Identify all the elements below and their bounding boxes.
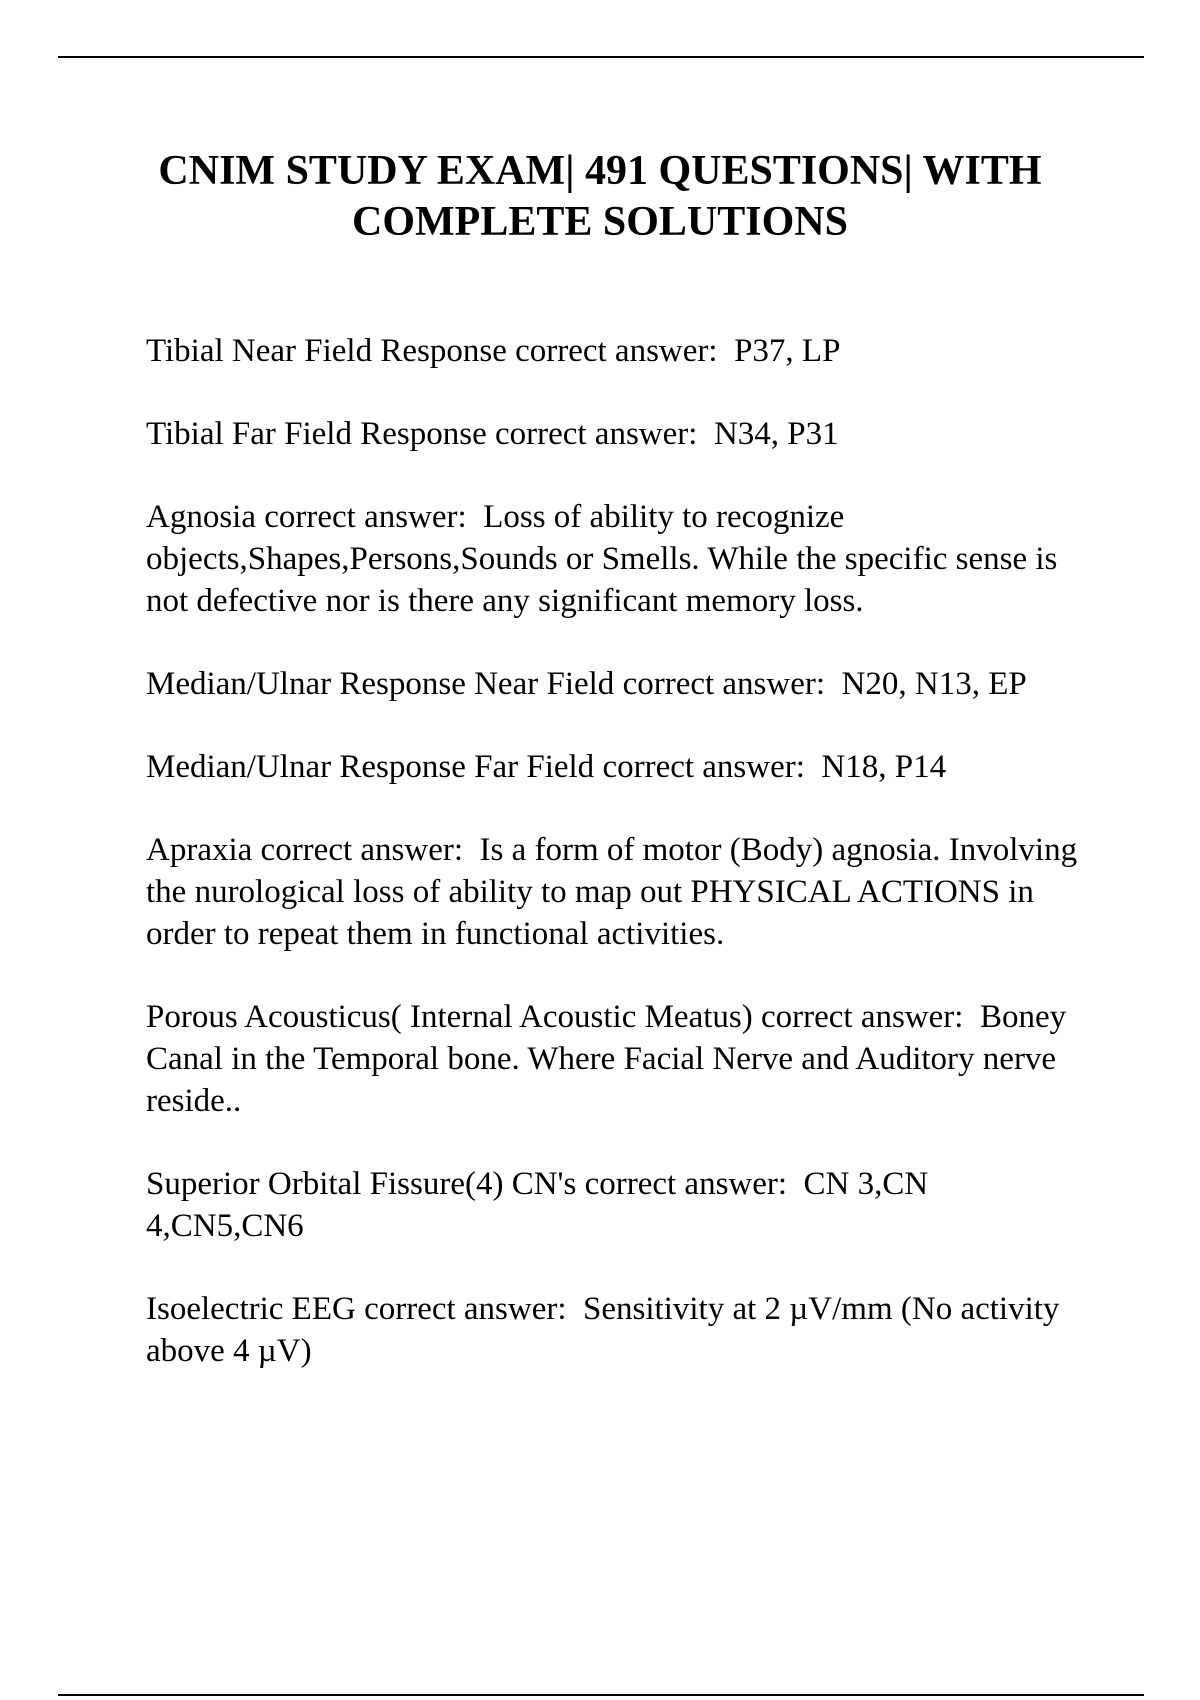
- qa-term: Tibial Far Field Response: [146, 416, 487, 452]
- qa-answer-marker: correct answer:: [602, 749, 805, 785]
- qa-item-isoelectric-eeg: [146, 1288, 1086, 1372]
- qa-answer: P37, LP: [734, 333, 841, 369]
- qa-term: Isoelectric EEG: [146, 1291, 356, 1327]
- document-title: CNIM STUDY EXAM| 491 QUESTIONS| WITH COMPLETE SOLUTIONS: [158, 148, 1042, 245]
- qa-answer-marker: correct answer:: [760, 999, 964, 1035]
- qa-term: Tibial Near Field Response: [146, 333, 507, 369]
- qa-item-apraxia: [146, 829, 1086, 955]
- qa-answer: Is a form of motor (Body) agnosia. Involving the nurological loss of ability to map out PHYSICAL ACTIONS in order to repeat them in functional activities.: [146, 832, 1078, 952]
- qa-answer: N20, N13, EP: [841, 666, 1027, 702]
- qa-answer-marker: correct answer:: [584, 1166, 788, 1202]
- top-rule: [58, 56, 1144, 58]
- qa-term: Porous Acousticus( Internal Acoustic Meatus): [146, 999, 753, 1035]
- qa-answer-marker: correct answer:: [264, 499, 467, 535]
- qa-answer: Boney Canal in the Temporal bone. Where Facial Nerve and Auditory nerve reside..: [146, 999, 1067, 1119]
- qa-answer-marker: correct answer:: [515, 333, 718, 369]
- qa-answer: N18, P14: [821, 749, 947, 785]
- qa-answer: Sensitivity at 2 µV/mm (No activity above 4 µV): [146, 1291, 1060, 1369]
- qa-answer: N34, P31: [713, 416, 839, 452]
- qa-item-median-ulnar-near-field: [146, 663, 1086, 705]
- qa-term: Agnosia: [146, 499, 256, 535]
- qa-term: Median/Ulnar Response Far Field: [146, 749, 595, 785]
- qa-answer-marker: correct answer:: [260, 832, 464, 868]
- qa-item-tibial-near-field: [146, 330, 1086, 372]
- qa-term: Apraxia: [146, 832, 253, 868]
- qa-item-agnosia: [146, 496, 1086, 622]
- qa-term: Superior Orbital Fissure(4) CN's: [146, 1166, 577, 1202]
- qa-answer-marker: correct answer:: [622, 666, 826, 702]
- bottom-rule: [58, 1694, 1144, 1696]
- qa-answer: CN 3,CN 4,CN5,CN6: [146, 1166, 929, 1244]
- qa-term: Median/Ulnar Response Near Field: [146, 666, 615, 702]
- qa-item-tibial-far-field: [146, 413, 1086, 455]
- qa-item-superior-orbital-fissure: [146, 1163, 1086, 1247]
- qa-list: [146, 330, 1086, 1413]
- qa-item-median-ulnar-far-field: [146, 746, 1086, 788]
- qa-answer-marker: correct answer:: [494, 416, 698, 452]
- qa-answer-marker: correct answer:: [364, 1291, 567, 1327]
- qa-item-porous-acousticus: [146, 996, 1086, 1122]
- qa-answer: Loss of ability to recognize objects,Shapes,Persons,Sounds or Smells. While the specific sense is not defective nor is there any significant memory loss.: [146, 499, 1058, 619]
